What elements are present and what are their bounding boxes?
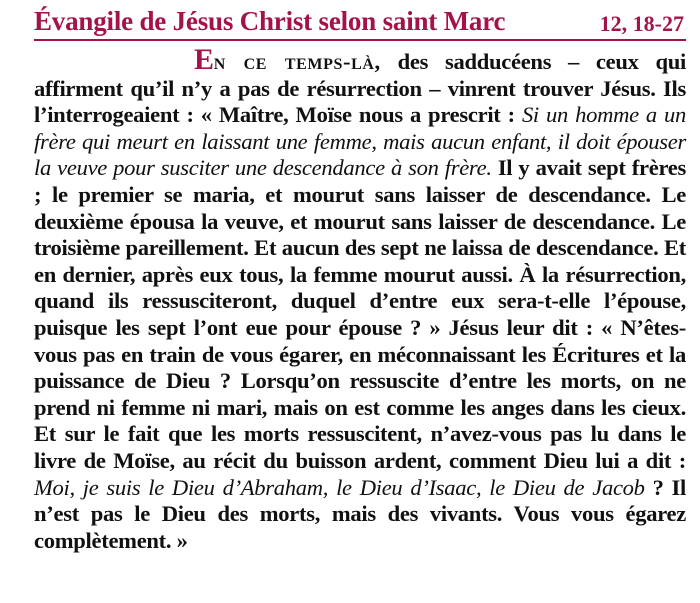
scripture-quote-1: Si un homme a un frère qui meurt en laissant une femme, mais aucun enfant, il doit épouser la veuve pour susciter une descendance à son frère. xyxy=(34,102,687,181)
paragraph xyxy=(34,43,687,554)
scripture-reference: 12, 18-27 xyxy=(599,11,684,36)
scripture-quote-2: Moi, je suis le Dieu d’Abraham, le Dieu d’Isaac, le Dieu de Jacob xyxy=(34,474,645,500)
text-segment-1: des sadducéens – ceux qui affirment qu’il n’y a pas de résurrection – vinrent trouver Jésus. Ils l’interrogeaient : « Maître, Moïse nous a prescrit : xyxy=(34,49,686,128)
gospel-text xyxy=(34,43,687,554)
header xyxy=(34,6,686,41)
opening-words: n ce temps-là, xyxy=(213,49,381,74)
text-segment-2: Il y avait sept frères ; le premier se maria, et mourut sans laisser de descendance. Le deuxième épousa la veuve, et mourut sans laisser de descendance. Le troisième pareillement. Et aucun des sept ne laissa de descendance. Et en dernier, après eux tous, la femme mourut aussi. À la résurrection, quand ils ressusciteront, duquel d’entre eux sera-t-elle l’épouse, puisque les sept l’ont eue pour épouse ? » Jésus leur dit : « N’êtes-vous pas en train de vous égarer, en méconnaissant les Écritures et la puissance de Dieu ? Lorsqu’on ressuscite d’entre les morts, on ne prend ni femme ni mari, mais on est comme les anges dans les cieux. Et sur le fait que les morts ressuscitent, n’avez-vous pas lu dans le livre de Moïse, au récit du buisson ardent, comment Dieu lui a dit : xyxy=(34,155,686,473)
drop-initial: E xyxy=(194,43,214,76)
page-title: Évangile de Jésus Christ selon saint Marc xyxy=(34,6,506,36)
text-segment-3: ? Il n’est pas le Dieu des morts, mais des vivants. Vous vous égarez complètement. » xyxy=(34,474,686,553)
